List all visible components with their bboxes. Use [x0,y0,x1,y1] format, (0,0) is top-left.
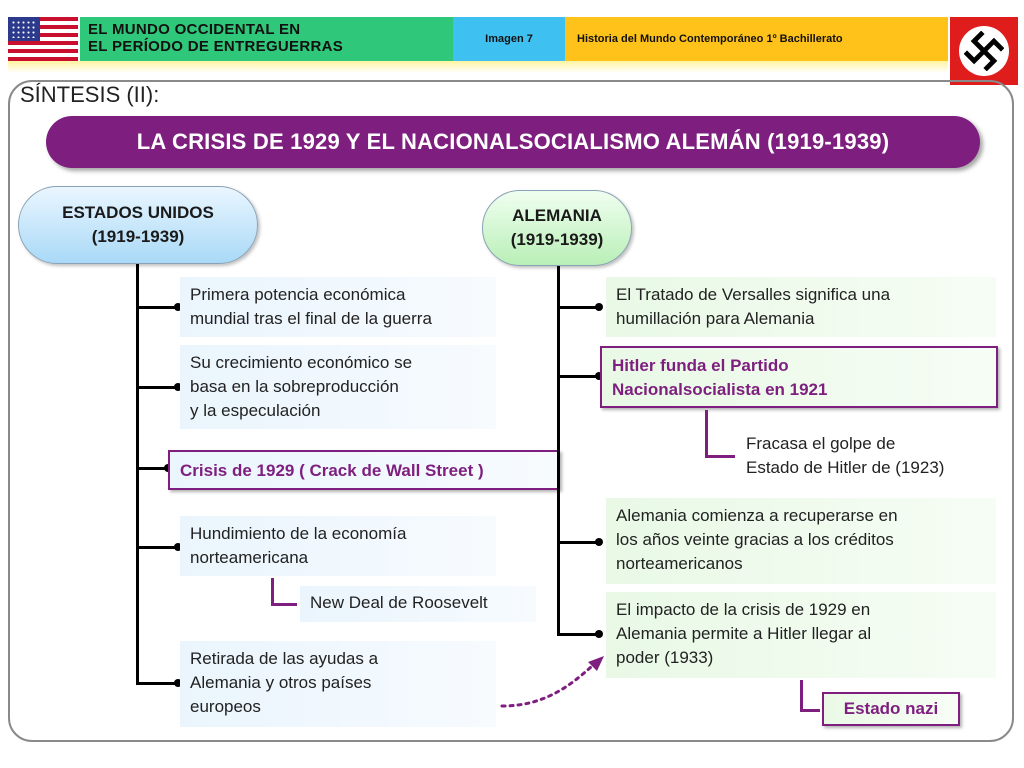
germany-item-5-line2: Alemania permite a Hitler llegar al [616,624,872,643]
usa-item-4-line1: Hundimiento de la economía [190,524,407,543]
usa-item-5-line1: New Deal de Roosevelt [310,593,488,612]
header-title-line2: EL PERÍODO DE ENTREGUERRAS [88,38,344,55]
germany-item-5-line1: El impacto de la crisis de 1929 en [616,600,871,619]
usa-item-3-line1: Crisis de 1929 ( Crack de Wall Street ) [180,461,484,480]
germany-item-nazi-state: Estado nazi [822,692,960,726]
usa-item-6-line1: Retirada de las ayudas a [190,649,379,668]
germany-item-3-line1: Fracasa el golpe de [746,434,896,453]
germany-heading-line2: (1919-1939) [510,230,604,249]
germany-item-4-line1: Alemania comienza a recuperarse en [616,506,898,525]
usa-item-6-line3: europeos [190,697,261,716]
usa-heading-line1: ESTADOS UNIDOS [62,203,214,222]
germany-item-2-line1: Hitler funda el Partido [612,356,789,375]
usa-item-2-line2: basa en la sobreproducción [190,377,399,396]
usa-item-2-line3: y la especulación [190,401,321,420]
usa-item-6-line2: Alemania y otros países [190,673,372,692]
germany-item-4-line2: los años veinte gracias a los créditos [616,530,894,549]
main-banner: LA CRISIS DE 1929 Y EL NACIONALSOCIALISMO ALEMÁN (1919-1939) [46,116,980,168]
usa-heading-line2: (1919-1939) [91,227,185,246]
header-title-line1: EL MUNDO OCCIDENTAL EN [88,21,301,38]
usa-item-1-line2: mundial tras el final de la guerra [190,309,432,328]
header-subject: Historia del Mundo Contemporáneo 1º Bachillerato [565,17,948,61]
germany-item-5-line3: poder (1933) [616,648,714,667]
usa-item-2-line1: Su crecimiento económico se [190,353,413,372]
germany-item-4-line3: norteamericanos [616,554,743,573]
aid-arrow-path [502,666,592,706]
section-label: SÍNTESIS (II): [20,82,160,107]
germany-item-1-line2: humillación para Alemania [616,309,815,328]
usa-item-1-line1: Primera potencia económica [190,285,406,304]
germany-item-2-line2: Nacionalsocialista en 1921 [612,380,828,399]
usa-item-4-line2: norteamericana [190,548,309,567]
header-image-label: Imagen 7 [453,17,565,61]
germany-item-3-line2: Estado de Hitler de (1923) [746,458,945,477]
germany-item-1-line1: El Tratado de Versalles significa una [616,285,891,304]
germany-heading-line1: ALEMANIA [512,206,602,225]
